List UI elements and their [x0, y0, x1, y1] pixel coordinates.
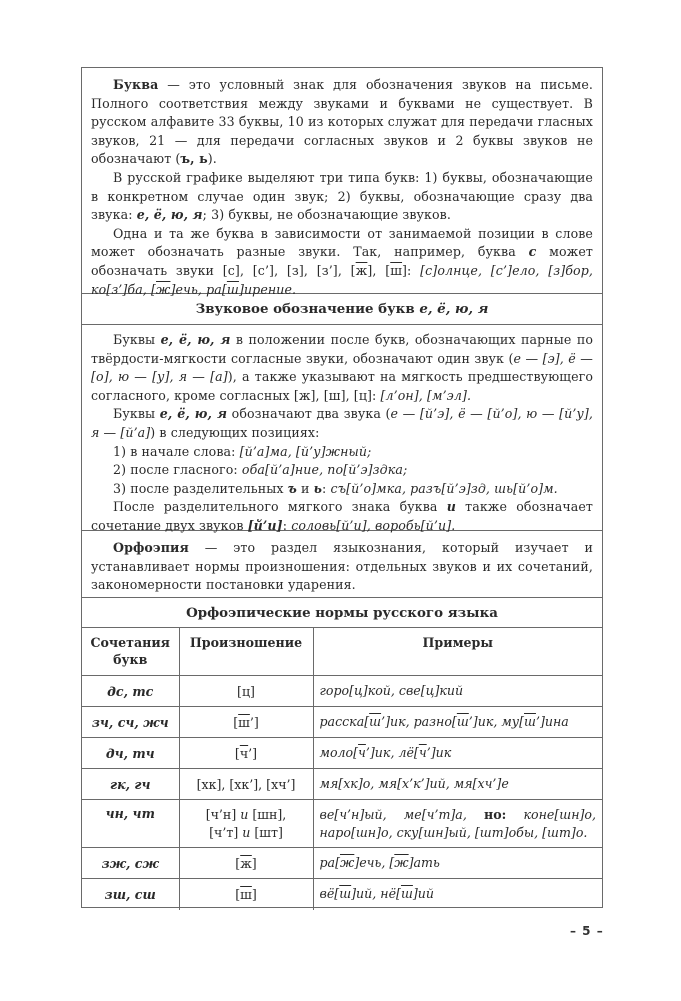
- header-examples: Примеры: [313, 628, 602, 676]
- term-letter: Буква: [113, 77, 159, 92]
- text: ’]ик, му[: [468, 714, 525, 729]
- text: вё[: [319, 886, 340, 902]
- but-label: но:: [484, 806, 507, 822]
- iotated-letters-section: [82, 325, 602, 531]
- letters-hard-soft-signs: ъ, ь: [180, 151, 208, 167]
- cell-letters: гк, гч: [82, 769, 179, 800]
- examples: соловь[й’и], воробь[й’и].: [291, 517, 456, 533]
- text: Одна и та же буква в зависимости от занимаемой позиции в слове может обозначать разные звуки. Так, например, буква: [91, 225, 593, 260]
- table-row: [82, 707, 602, 738]
- letters: е, ё, ю, я: [159, 406, 228, 422]
- text: ’]: [249, 714, 259, 730]
- iotated-letters-heading: [82, 294, 602, 325]
- text: ]:: [402, 262, 421, 278]
- text: В русской графике выделяют три типа букв: 1) буквы, обозначающие в конкретном случае один звук; 2) буквы, обозначающие сразу два звука:: [91, 169, 593, 223]
- table-row: [82, 848, 602, 879]
- text: Буквы: [113, 406, 160, 422]
- page-number: – 5 –: [570, 924, 604, 938]
- sound-long: ш: [240, 886, 252, 902]
- cell-letters: зш, сш: [82, 879, 179, 910]
- cell-letters: чн, чт: [82, 800, 179, 848]
- sound: [й’и]: [247, 517, 283, 533]
- letter-definition-section: [82, 68, 602, 297]
- cell-examples: [313, 738, 602, 769]
- text: [: [235, 886, 241, 902]
- sound-long: ч: [358, 745, 366, 760]
- text: [: [233, 714, 239, 730]
- table-title: Орфоэпические нормы русского языка: [82, 598, 602, 628]
- cell-pronunciation: [ц]: [179, 676, 313, 707]
- sound-long: ш: [524, 714, 536, 729]
- text: ]ий, нё[: [351, 886, 401, 902]
- heading-text: Звуковое обозначение букв: [195, 301, 420, 317]
- sound-zh-long: ж: [156, 281, 171, 297]
- cell-examples: [313, 800, 602, 848]
- examples: [с]олнце, [с’]ело, [з]бор, ко[з’]ба,: [91, 262, 593, 297]
- sound-pairs: е — [э], ё — [о], ю — [у], я — [а]: [91, 350, 593, 385]
- text: [шн],: [248, 806, 287, 822]
- sound-long: ш: [456, 714, 469, 729]
- cell-examples: мя[хк]о, мя[х’к’]ий, мя[хч’]е: [313, 769, 602, 800]
- sound-sh-long: ш: [390, 262, 403, 278]
- letter-positions-paragraph: [91, 225, 593, 299]
- text: ; 3) буквы, не обозначающие звуков.: [202, 207, 451, 223]
- text: моло[: [319, 745, 359, 760]
- term-orthoepy: Орфоэпия: [113, 540, 189, 555]
- heading-letters: е, ё, ю, я: [419, 301, 489, 317]
- cell-examples: [313, 848, 602, 879]
- text: ]ечь, [: [354, 855, 395, 870]
- text: ’]: [248, 745, 258, 761]
- text: ]: [251, 886, 257, 902]
- cell-pronunciation: [179, 707, 313, 738]
- text: также обозначает сочетание двух звуков: [91, 499, 593, 533]
- sound-long: ш: [400, 886, 413, 902]
- text: ’]ик: [426, 745, 452, 760]
- content-frame: [81, 67, 603, 908]
- text: ра[: [319, 855, 340, 870]
- cell-pronunciation: [179, 738, 313, 769]
- item-label: 3) после разделительных: [113, 480, 288, 496]
- table-row: [82, 800, 602, 848]
- orthoepy-definition-section: [82, 531, 602, 598]
- item-label: 1) в начале слова:: [113, 443, 240, 459]
- text: [: [151, 281, 157, 297]
- text: ве[ч’н]ый, ме[ч’т]а,: [319, 806, 485, 822]
- sound-sh-long: ш: [226, 281, 239, 297]
- sound-long: ч: [418, 745, 427, 760]
- one-sound-paragraph: [91, 331, 593, 405]
- header-letter-combinations: Сочетания букв: [82, 628, 179, 676]
- examples: [й’а]ма, [й’у]жный;: [239, 443, 372, 459]
- letter-types-paragraph: [91, 169, 593, 225]
- sound-long: ж: [339, 855, 355, 870]
- table-header-row: [82, 628, 602, 676]
- text: [шт]: [250, 824, 283, 840]
- examples: [л’он], [м’эл].: [380, 387, 472, 403]
- text: ’]ина: [535, 714, 569, 729]
- text: ’]ик, лё[: [365, 745, 419, 760]
- orthoepy-paragraph: [91, 539, 593, 595]
- letter-s: с: [528, 244, 537, 260]
- text: и: [296, 480, 314, 496]
- text: — это раздел языкознания, который изучает и устанавливает нормы произношения: отдельных звуков и их сочетаний, закономерности постановки ударения.: [91, 540, 593, 593]
- text: [: [235, 855, 241, 871]
- text: — это условный знак для обозначения звуков на письме. Полного соответствия между звуками и буквами не существует. В русском алфавите 33 буквы, 10 из которых служат для передачи гласных звуков, 21 — для передачи согласных звуков и 2 буквы звуков не обозначают (: [91, 77, 593, 167]
- text: Буквы: [113, 332, 161, 347]
- cell-examples: [313, 879, 602, 910]
- soft-sign-paragraph: [91, 498, 593, 535]
- cell-pronunciation: [хк], [хк’], [хч’]: [179, 769, 313, 800]
- sound-long: ж: [394, 855, 409, 870]
- letters-iotated: е, ё, ю, я: [136, 207, 203, 223]
- cell-letters: дч, тч: [82, 738, 179, 769]
- sound-long: ш: [339, 886, 352, 902]
- letter-definition-paragraph: [91, 76, 593, 169]
- cell-examples: горо[ц]кой, све[ц]кий: [313, 676, 602, 707]
- cell-examples: [313, 707, 602, 738]
- cell-pronunciation: [179, 879, 313, 910]
- header-pronunciation: Произношение: [179, 628, 313, 676]
- examples: съ[й’о]мка, разъ[й’э]зд, шь[й’о]м.: [330, 480, 558, 496]
- letter: ь: [313, 480, 323, 496]
- sound-long: ж: [240, 855, 252, 871]
- cell-letters: дс, тс: [82, 676, 179, 707]
- text: ’]ик, разно[: [381, 714, 457, 729]
- text: ]: [251, 855, 257, 871]
- text: ]ирение.: [238, 281, 297, 297]
- item-label: 2) после гласного:: [113, 462, 242, 478]
- text: обозначают два звука (: [227, 406, 391, 422]
- sound-long: ч: [239, 745, 249, 761]
- text: :: [282, 517, 292, 533]
- text: ]ечь, ра[: [170, 281, 227, 297]
- text: [ч’н]: [205, 806, 241, 822]
- text: [ч’т]: [209, 824, 243, 840]
- table-row: [82, 879, 602, 910]
- text: и: [240, 806, 249, 822]
- text: :: [322, 480, 331, 496]
- text: [: [234, 745, 240, 761]
- text: коне[шн]о, наро[шн]о, ску[шн]ый, [шт]обы, [шт]о.: [319, 806, 596, 840]
- text: После разделительного мягкого знака буква: [113, 499, 447, 515]
- text: ]ать: [408, 855, 440, 870]
- letter: ъ: [287, 480, 297, 496]
- table-row: [82, 769, 602, 800]
- cell-letters: зж, сж: [82, 848, 179, 879]
- sound-long: ш: [369, 714, 382, 729]
- letter-i: и: [446, 499, 456, 515]
- position-item: [91, 480, 593, 499]
- examples: оба[й’а]ние, по[й’э]здка;: [241, 462, 408, 478]
- text: ).: [207, 151, 217, 167]
- cell-pronunciation: [179, 848, 313, 879]
- text: ), а также указывают на мягкость предшествующего согласного, кроме согласных [ж], [ш], [ц]:: [91, 369, 593, 403]
- position-item: [91, 461, 593, 480]
- text: ], [: [367, 262, 391, 278]
- position-item: [91, 443, 593, 462]
- letters: е, ё, ю, я: [160, 332, 231, 347]
- table-row: [82, 738, 602, 769]
- text: ]ий: [412, 886, 435, 902]
- cell-pronunciation: [179, 800, 313, 848]
- text: и: [242, 824, 251, 840]
- text: ) в следующих позициях:: [150, 424, 320, 440]
- sound-long: ш: [238, 714, 250, 730]
- text: в положении после букв, обозначающих парные по твёрдости-мягкости согласные звуки, обозначают один звук (: [91, 332, 593, 366]
- two-sounds-paragraph: [91, 405, 593, 442]
- table-row: [82, 676, 602, 707]
- text: расска[: [319, 714, 370, 729]
- text: может обозначать звуки [с], [с’], [з], [з’], [: [91, 244, 593, 278]
- orthoepic-norms-table: [82, 627, 602, 910]
- sound-zh-long: ж: [355, 262, 368, 278]
- sound-pairs: е — [й’э], ё — [й’о], ю — [й’у], я — [й’а]: [91, 406, 593, 440]
- cell-letters: зч, сч, жч: [82, 707, 179, 738]
